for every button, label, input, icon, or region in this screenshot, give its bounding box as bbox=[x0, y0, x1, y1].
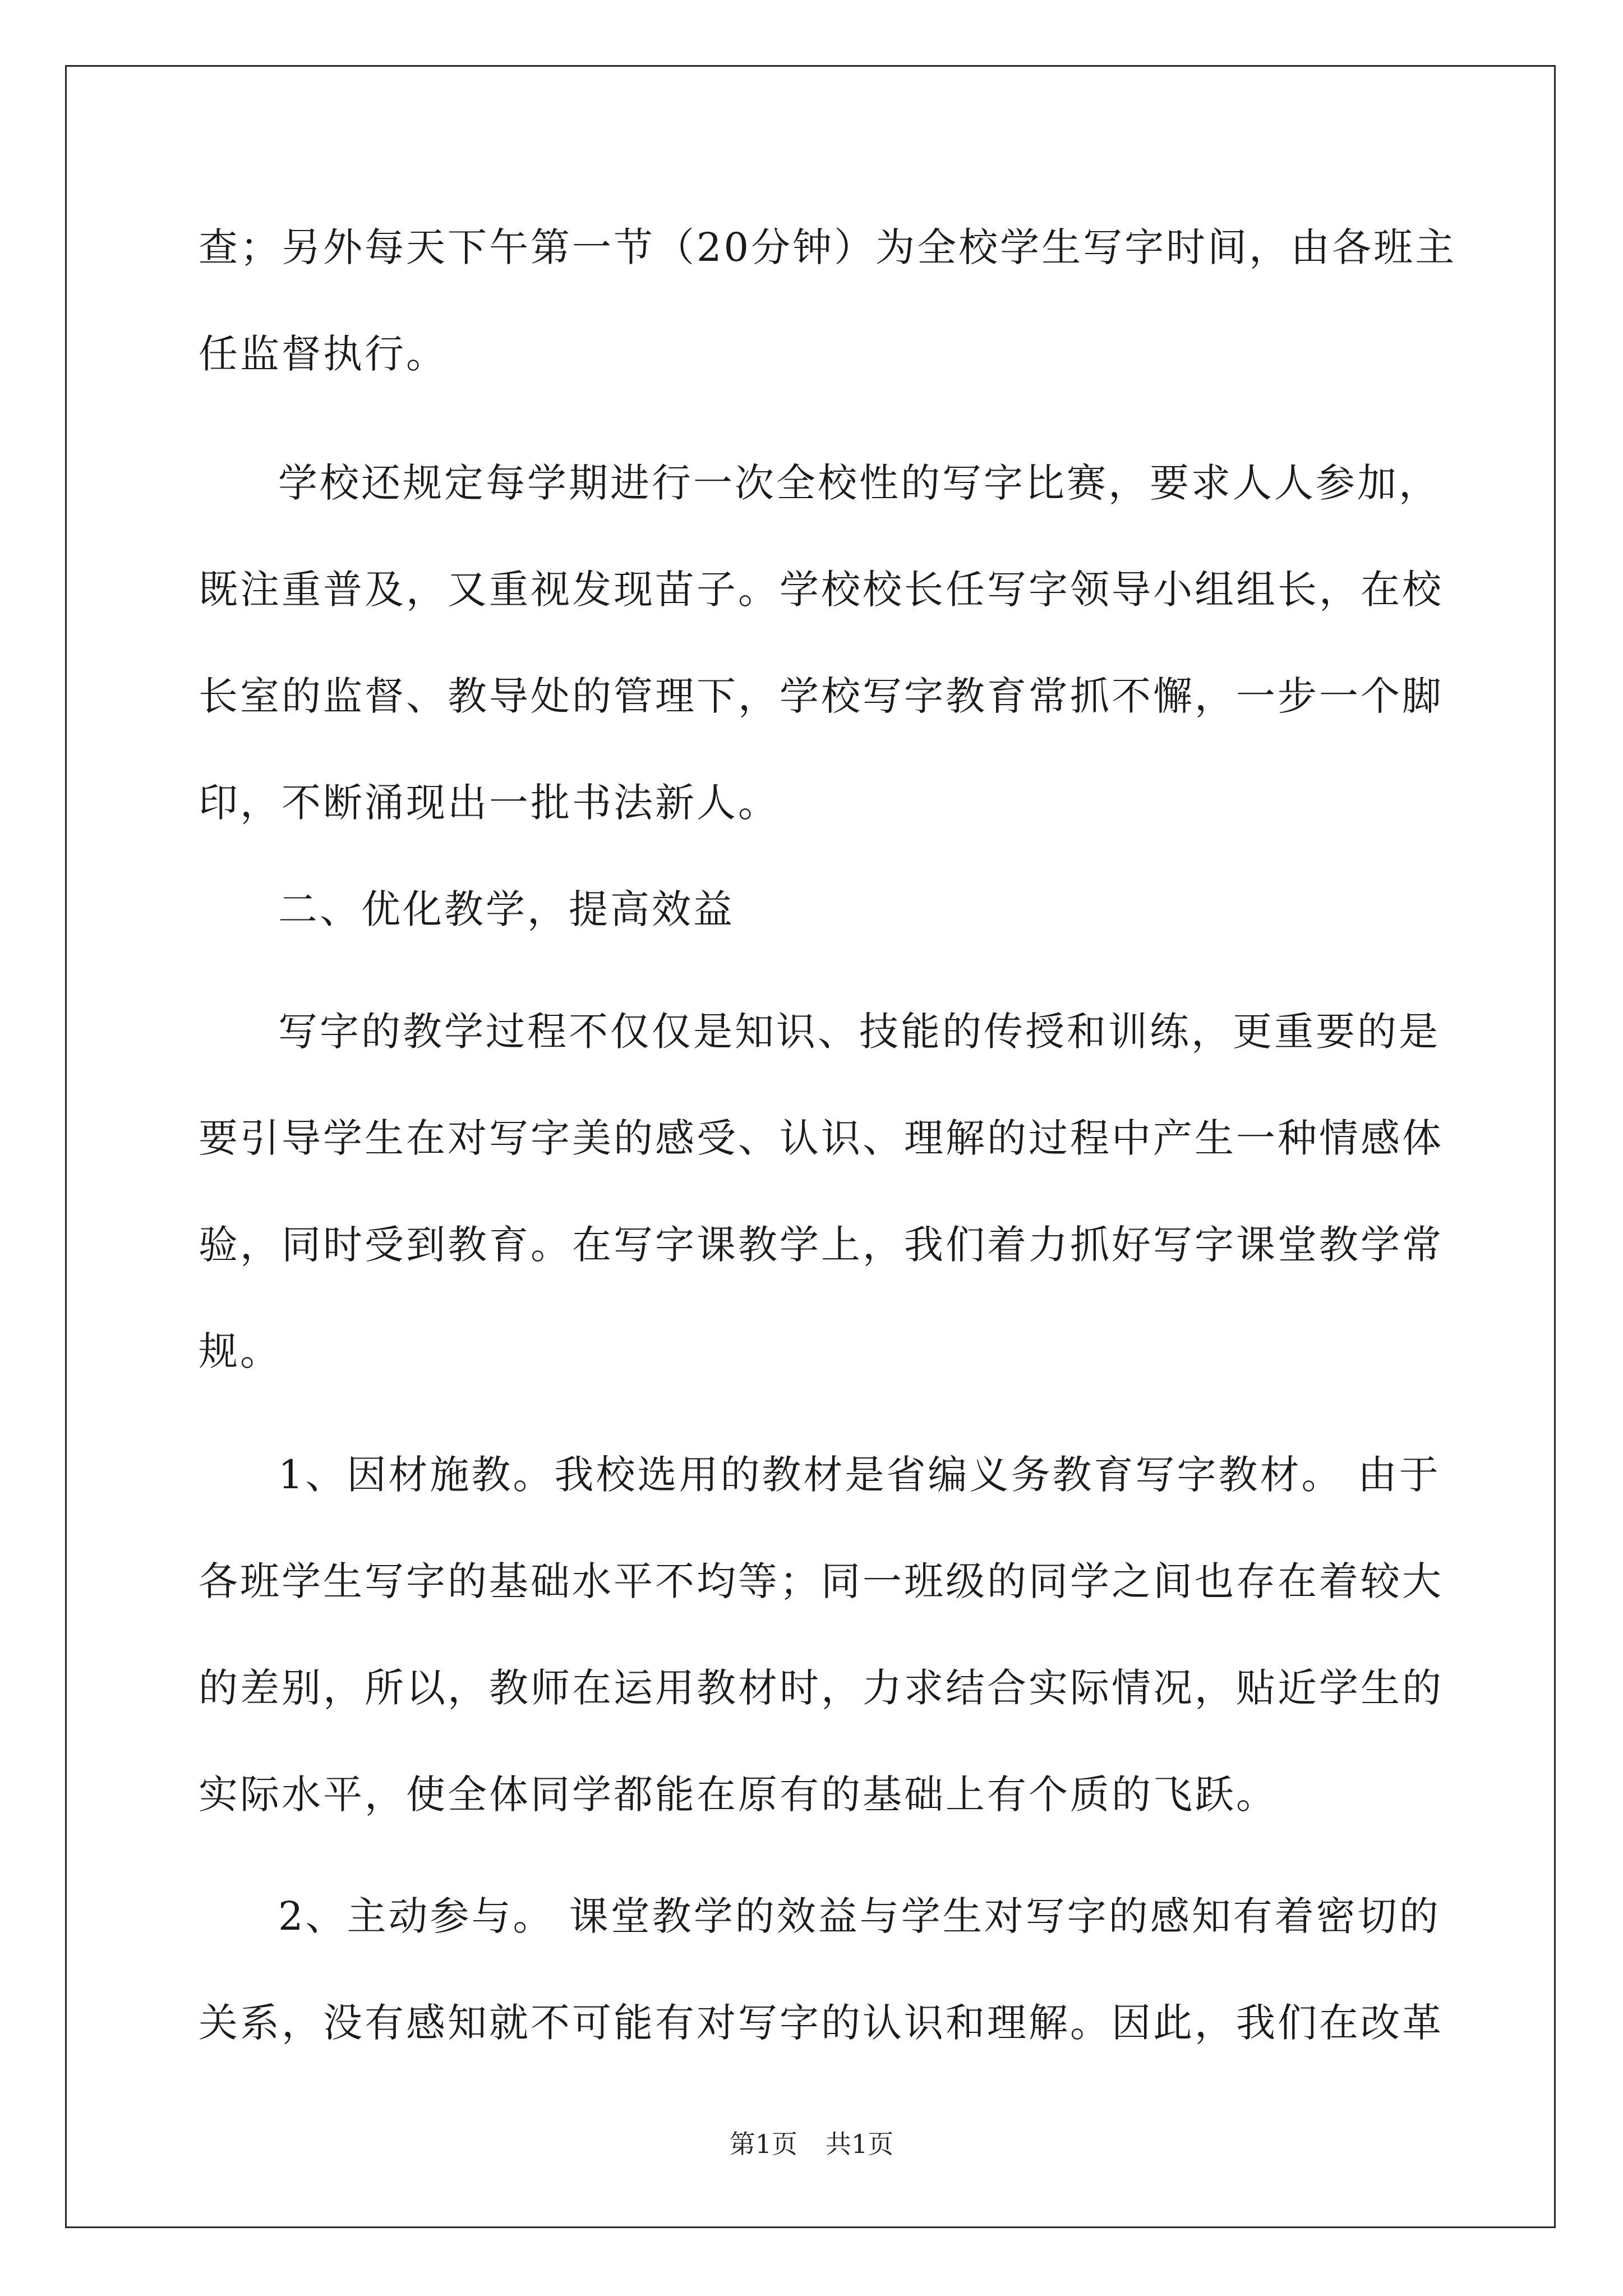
page-total: 共1页 bbox=[826, 2129, 894, 2159]
text-line: 关系，没有感知就不可能有对写字的认识和理解。因此，我们在改革 bbox=[199, 2000, 1444, 2046]
text-line: 的差别，所以，教师在运用教材时，力求结合实际情况，贴近学生的 bbox=[199, 1665, 1444, 1711]
text-line: 写字的教学过程不仅仅是知识、技能的传授和训练，更重要的是 bbox=[278, 1009, 1440, 1055]
text-line: 实际水平，使全体同学都能在原有的基础上有个质的飞跃。 bbox=[199, 1772, 1278, 1818]
page-footer bbox=[0, 2127, 1623, 2161]
text-line: 既注重普及，又重视发现苗子。学校校长任写字领导小组组长，在校 bbox=[199, 567, 1444, 613]
text-line: 各班学生写字的基础水平不均等；同一班级的同学之间也存在着较大 bbox=[199, 1558, 1444, 1604]
section-heading: 二、优化教学，提高效益 bbox=[278, 886, 735, 932]
text-line: 长室的监督、教导处的管理下，学校写字教育常抓不懈，一步一个脚 bbox=[199, 673, 1444, 719]
text-line: 要引导学生在对写字美的感受、认识、理解的过程中产生一种情感体 bbox=[199, 1115, 1444, 1161]
page-number: 第1页 bbox=[729, 2129, 797, 2159]
text-line: 规。 bbox=[199, 1328, 282, 1374]
text-line: 学校还规定每学期进行一次全校性的写字比赛，要求人人参加， bbox=[278, 460, 1440, 506]
text-line: 1、因材施教。我校选用的教材是省编义务教育写字教材。 由于 bbox=[278, 1452, 1441, 1498]
text-line: 查；另外每天下午第一节（20分钟）为全校学生写字时间，由各班主 bbox=[199, 224, 1457, 270]
text-line: 验，同时受到教育。在写字课教学上，我们着力抓好写字课堂教学常 bbox=[199, 1222, 1444, 1268]
text-line: 印，不断涌现出一批书法新人。 bbox=[199, 780, 780, 826]
text-line: 2、主动参与。 课堂教学的效益与学生对写字的感知有着密切的 bbox=[278, 1893, 1441, 1939]
text-line: 任监督执行。 bbox=[199, 331, 448, 377]
